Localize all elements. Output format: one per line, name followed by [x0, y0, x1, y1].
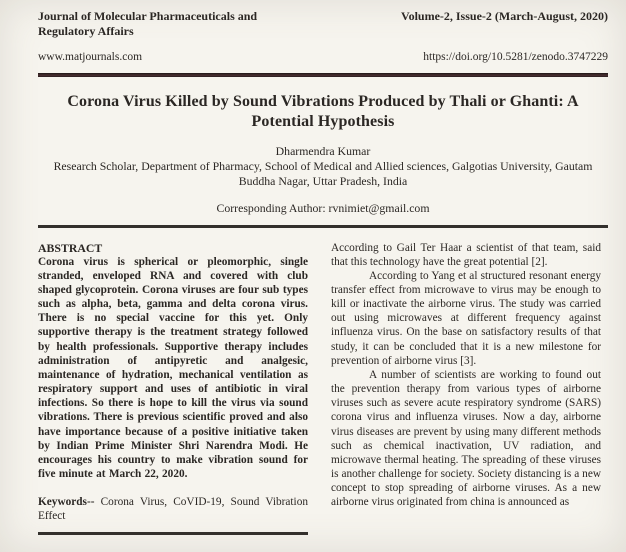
left-column — [38, 241, 308, 535]
doi-link: https://doi.org/10.5281/zenodo.3747229 — [423, 51, 608, 63]
author-name: Dharmendra Kumar — [275, 144, 371, 158]
volume-issue: Volume-2, Issue-2 (March-August, 2020) — [401, 9, 608, 23]
journal-header — [38, 9, 608, 64]
keywords-label: Keywords-- — [38, 496, 95, 509]
title-block-divider-rule — [38, 225, 608, 228]
abstract-end-divider-rule — [38, 532, 308, 535]
journal-header-url-row — [38, 50, 608, 64]
body-paragraph: A number of scientists are working to found out the prevention therapy from various types of airborne viruses such as severe acute respiratory syndrome (SARS) corona virus and influenza viruses. Now a day, airborne virus diseases are prevent by using many different methods such as chemical inactivation, UV radiation, and microwave thermal heating. The spreading of these viruses is another challenge for society. Society distancing is a new concept to stop spreading of airborne viruses. As a new airborne virus originated from china is announced as — [331, 368, 601, 509]
body-paragraph: According to Gail Ter Haar a scientist of that team, said that this technology have the great potential [2]. — [331, 241, 601, 268]
journal-header-top-row — [38, 9, 608, 39]
two-column-body — [38, 241, 608, 535]
author-affiliation: Research Scholar, Department of Pharmacy, School of Medical and Allied sciences, Galgotias University, Gautam Buddha Nagar, Uttar Pradesh, India — [53, 159, 593, 188]
abstract-text: Corona virus is spherical or pleomorphic, single stranded, enveloped RNA and covered with club shaped glycoprotein. Corona viruses are four sub types such as alpha, beta, gamma and delta corona virus. There is no special vaccine for this yet. Only supportive therapy is the treatment strategy followed by health professionals. Supportive therapy includes administration of antipyretic and analgesic, maintenance of hydration, mechanical ventilation as respiratory support and uses of antibiotic in viral infections. So there is hope to kill the virus via sound vibrations. There is previous scientific proved and also have importance because of a positive initiative taken by Indian Prime Minister Shri Narendra Modi. He encourages his country to make vibration sound for five minute at March 22, 2020. — [38, 255, 308, 480]
right-column — [331, 241, 601, 535]
journal-name: Journal of Molecular Pharmaceuticals and Regulatory Affairs — [38, 9, 258, 38]
keywords-text: Corona Virus, CoVID-19, Sound Vibration Effect — [38, 496, 308, 523]
body-paragraph: According to Yang et al structured resonant energy transfer effect from microwave to virus may be enough to kill or inactivate the airborne virus. The study was carried out using microwaves at different frequency against influenza virus. On the base on satisfactory results of that study, it can be concluded that it is a new milestone for prevention of airborne virus [3]. — [331, 269, 601, 367]
article-title: Corona Virus Killed by Sound Vibrations Produced by Thali or Ghanti: A Potential Hypothesis — [67, 93, 579, 130]
journal-website: www.matjournals.com — [38, 51, 143, 63]
header-divider-rule — [38, 73, 608, 77]
abstract-heading: ABSTRACT — [38, 240, 103, 255]
corresponding-author: Corresponding Author: rvnimiet@gmail.com — [216, 201, 430, 215]
keywords-line — [38, 495, 308, 523]
